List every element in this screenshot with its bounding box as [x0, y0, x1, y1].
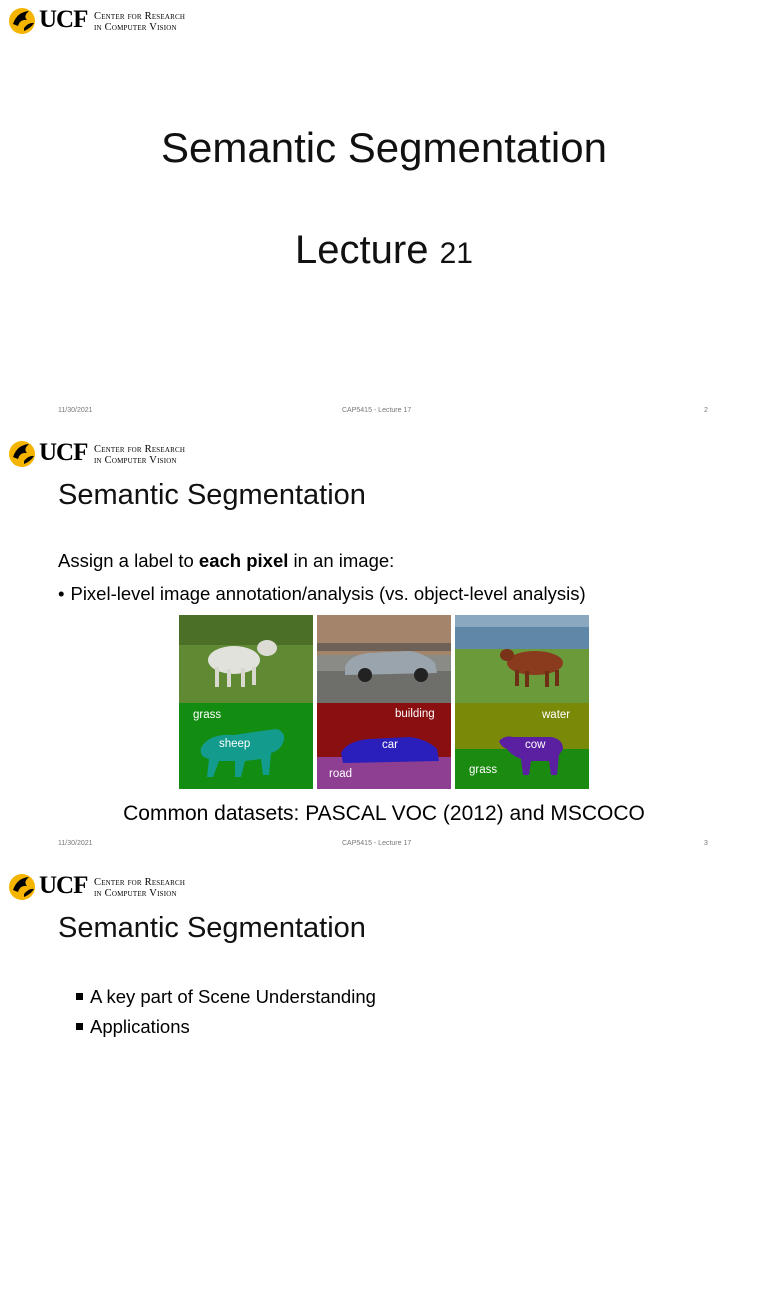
footer-date: 11/30/2021: [58, 840, 93, 847]
footer-date: 11/30/2021: [58, 407, 93, 414]
logo-crcv-line2: in Computer Vision: [94, 21, 177, 33]
bullet-dot: •: [58, 583, 65, 604]
slide-title: Semantic Segmentation: [161, 124, 607, 171]
intro-text-bold: each pixel: [198, 550, 289, 571]
intro-text-pre: Assign a label to: [58, 550, 199, 571]
ucf-crcv-logo: [7, 869, 222, 903]
bullet-text: Pixel-level image annotation/analysis (vs. object-level analysis): [70, 583, 586, 604]
logo-crcv-line2: in Computer Vision: [94, 454, 177, 466]
bullet-text: A key part of Scene Understanding: [90, 986, 376, 1007]
slide-1: [0, 0, 768, 433]
slide-2: [0, 433, 768, 866]
slide-heading: Semantic Segmentation: [58, 479, 366, 511]
pegasus-icon: [7, 870, 39, 902]
bullet-item: [76, 1016, 190, 1038]
intro-text-post: in an image:: [288, 550, 395, 571]
label-road: road: [329, 768, 353, 780]
sheep-photo: [179, 615, 313, 703]
footer-course: CAP5415 - Lecture 17: [342, 407, 412, 414]
datasets-caption: Common datasets: PASCAL VOC (2012) and MSCOCO: [123, 802, 645, 825]
logo-ucf-text: UCF: [39, 439, 88, 466]
car-photo: [317, 615, 451, 703]
logo-ucf-text: UCF: [39, 6, 88, 33]
label-building: building: [395, 708, 435, 720]
lecture-number: 21: [439, 237, 473, 270]
square-bullet-icon: [76, 993, 83, 1000]
logo-crcv-line2: in Computer Vision: [94, 887, 177, 899]
footer-page-number: 2: [704, 407, 708, 414]
label-grass: grass: [469, 764, 498, 776]
bullet-item: [58, 583, 586, 605]
slide-3: [0, 866, 768, 1299]
logo-crcv-text: [94, 878, 185, 899]
logo-crcv-text: [94, 445, 185, 466]
cow-photo: [455, 615, 589, 703]
label-water: water: [542, 709, 571, 721]
footer-page-number: 3: [704, 840, 708, 847]
bullet-item: [76, 986, 376, 1008]
pegasus-icon: [7, 4, 39, 36]
lecture-subtitle: [0, 228, 768, 273]
label-sheep: sheep: [219, 738, 251, 750]
logo-ucf-text: UCF: [39, 872, 88, 899]
logo-crcv-line1: Center for Research: [94, 444, 186, 455]
logo-crcv-line1: Center for Research: [94, 11, 186, 22]
footer-course: CAP5415 - Lecture 17: [342, 840, 412, 847]
logo-crcv-line1: Center for Research: [94, 877, 186, 888]
slide-heading: Semantic Segmentation: [58, 912, 366, 944]
intro-line: [58, 550, 394, 572]
pegasus-icon: [7, 437, 39, 469]
label-car: car: [382, 739, 398, 751]
label-grass: grass: [193, 709, 222, 721]
bullet-text: Applications: [90, 1016, 190, 1037]
lecture-word: Lecture: [295, 228, 429, 272]
ucf-crcv-logo: [7, 436, 222, 470]
logo-crcv-text: [94, 12, 185, 33]
label-cow: cow: [525, 739, 546, 751]
ucf-crcv-logo: [7, 3, 222, 37]
